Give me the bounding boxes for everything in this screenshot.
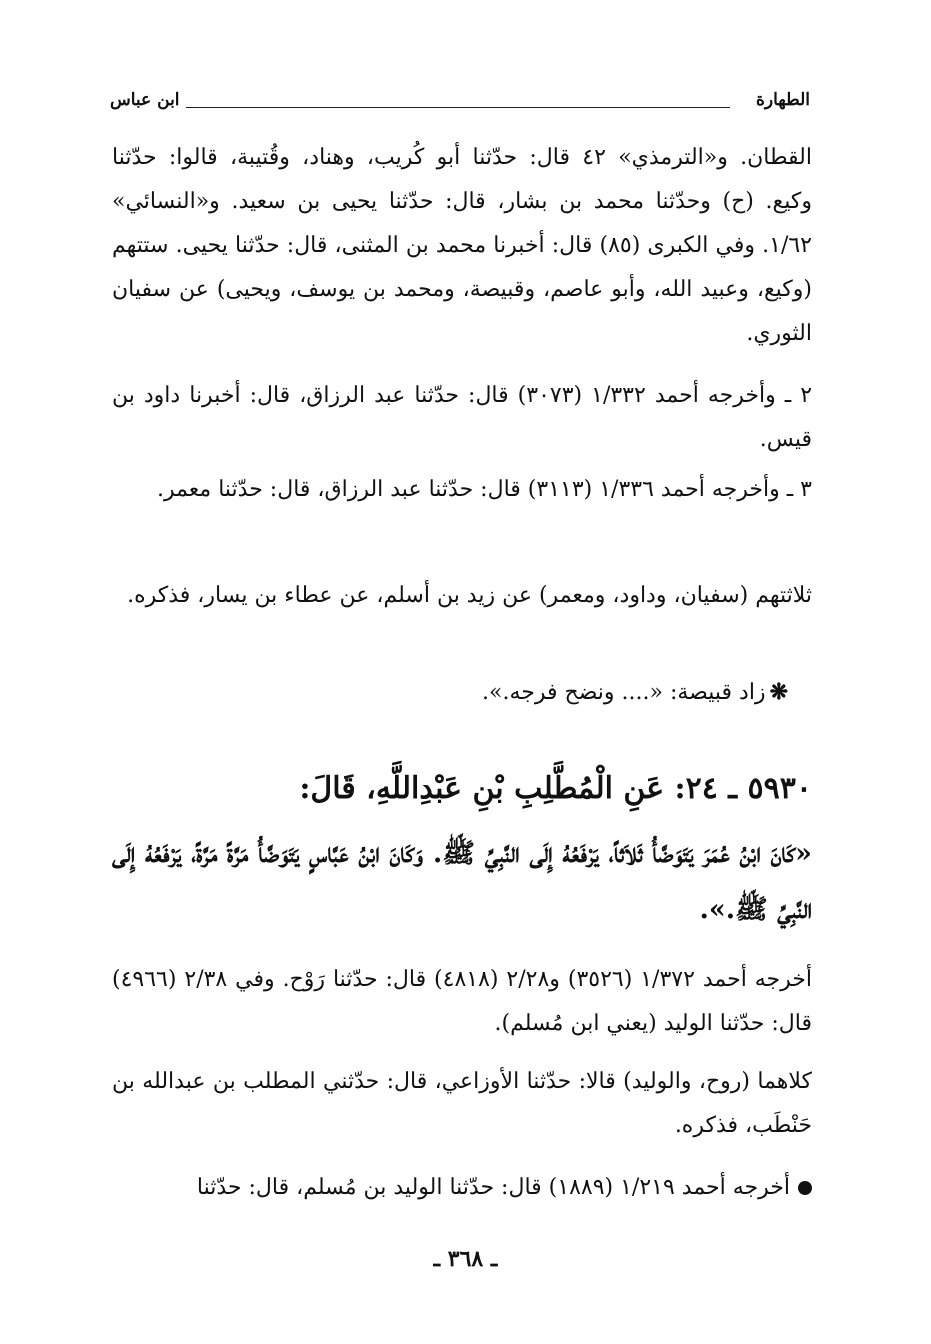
paragraph-3-text: ٣ ـ وأخرجه أحمد ١/٣٣٦ (٣١١٣) قال: حدّثنا عبد الرزاق، قال: حدّثنا معمر.	[156, 477, 812, 502]
paragraph-4	[112, 574, 812, 618]
header-section-title: ابن عباس	[110, 90, 186, 110]
paragraph-1	[112, 136, 812, 356]
header-rule	[180, 107, 730, 108]
paragraph-5-text: زاد قبيصة: «.... ونضح فرجه.».	[482, 680, 766, 705]
paragraph-6	[112, 958, 812, 1046]
paragraph-2-text: ٢ ـ وأخرجه أحمد ١/٣٣٢ (٣٠٧٣) قال: حدّثنا عبد الرزاق، قال: أخبرنا داود بن قيس.	[112, 383, 813, 452]
paragraph-7	[112, 1060, 812, 1148]
paragraph-8-text: أخرجه أحمد ١/٢١٩ (١٨٨٩) قال: حدّثنا الوليد بن مُسلم، قال: حدّثنا	[196, 1175, 790, 1200]
header-chapter-title: الطهارة	[750, 90, 810, 110]
running-header	[110, 88, 810, 120]
paragraph-3	[112, 468, 812, 512]
paragraph-8	[112, 1166, 812, 1210]
paragraph-2	[112, 374, 812, 462]
page-number: ـ ٣٦٨ ـ	[433, 1246, 498, 1272]
paragraph-1-text: القطان. و«الترمذي» ٤٢ قال: حدّثنا أبو كُريب، وهناد، وقُتيبة، قالوا: حدّثنا وكيع. (ح) وحدّثنا محمد بن بشار، قال: حدّثنا يحيى بن سعيد. و«النسائي» ١/٦٢. وفي الكبرى (٨٥) قال: أخبرنا محمد بن المثنى، قال: حدّثنا يحيى. ستتهم (وكيع، وعبيد الله، وأبو عاصم، وقبيصة، ومحمد بن يوسف، ويحيى) عن سفيان الثوري.	[112, 145, 812, 346]
paragraph-6-text: أخرجه أحمد ١/٣٧٢ (٣٥٢٦) و٢/٢٨ (٤٨١٨) قال: حدّثنا رَوْح. وفي ٢/٣٨ (٤٩٦٦) قال: حدّثنا الوليد (يعني ابن مُسلم).	[112, 967, 812, 1036]
paragraph-7-text: كلاهما (روح، والوليد) قالا: حدّثنا الأوزاعي، قال: حدّثني المطلب بن عبدالله بن حَنْطَب، فذكره.	[112, 1069, 812, 1138]
star-marker: ❋	[769, 679, 788, 705]
bullet-dot-icon	[798, 1181, 812, 1195]
paragraph-4-text: ثلاثتهم (سفيان، وداود، ومعمر) عن زيد بن أسلم، عن عطاء بن يسار، فذكره.	[127, 583, 812, 608]
hadith-heading: ٥٩٣٠ ـ ٢٤: عَنِ الْمُطَّلِبِ بْنِ عَبْدِاللَّهِ، قَالَ:	[299, 771, 812, 806]
paragraph-5	[112, 670, 812, 715]
hadith-text: «كَانَ ابْنُ عُمَرَ يَتَوَضَّأُ ثَلاَثاً، يَرْفَعُهُ إِلَى النَّبِيِّ ﷺ. وَكَانَ ابْنُ عَبَّاسٍ يَتَوَضَّأُ مَرَّةً مَرَّةً، يَرْفَعُهُ إِلَى النَّبِيِّ ﷺ.».	[112, 838, 812, 925]
